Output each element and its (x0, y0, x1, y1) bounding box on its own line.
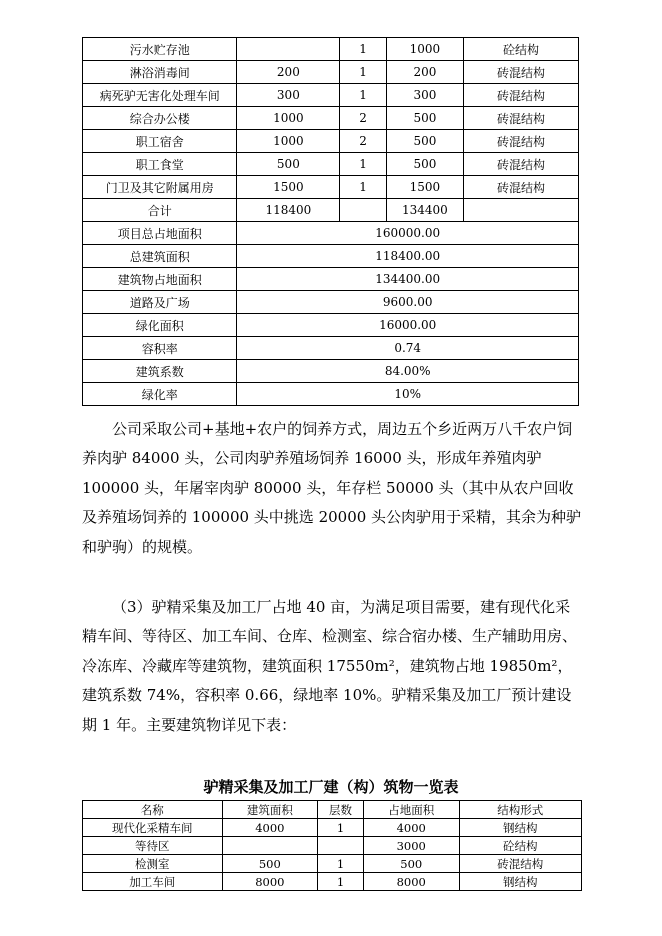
table-cell (222, 837, 318, 855)
summary-row (83, 337, 579, 360)
table-cell: 8000 (363, 873, 459, 891)
table-cell: 8000 (222, 873, 318, 891)
table-cell: 500 (386, 130, 463, 153)
table-row (83, 819, 582, 837)
table-cell: 1 (340, 153, 386, 176)
table-cell: 钢结构 (459, 873, 581, 891)
table-cell (318, 837, 364, 855)
table-cell: 500 (237, 153, 340, 176)
table-cell: 4000 (363, 819, 459, 837)
table-cell: 500 (222, 855, 318, 873)
table-cell: 300 (237, 84, 340, 107)
table-row (83, 38, 579, 61)
summary-value: 16000.00 (237, 314, 579, 337)
table-cell: 1000 (237, 130, 340, 153)
table-caption: 驴精采集及加工厂建（构）筑物一览表 (203, 778, 459, 796)
table-cell: 1 (340, 84, 386, 107)
body-paragraph: （3）驴精采集及加工厂占地 40 亩，为满足项目需要，建有现代化采精车间、等待区、加工车间、仓库、检测室、综合宿办楼、生产辅助用房、冷冻库、冷藏库等建筑物，建筑面积 17550m²，建筑物占地 19850m²，建筑系数 74%，容积率 0.66，绿地率 10%。驴精采集及加工厂预计建设期 1 年。主要建筑物详见下表： (82, 598, 578, 734)
table-cell: 1 (340, 61, 386, 84)
column-header: 建筑面积 (222, 801, 318, 819)
table-cell: 病死驴无害化处理车间 (83, 84, 237, 107)
table-cell: 4000 (222, 819, 318, 837)
summary-label: 建筑系数 (83, 360, 237, 383)
table-row (83, 107, 579, 130)
table-cell: 淋浴消毒间 (83, 61, 237, 84)
table-cell: 1 (318, 855, 364, 873)
table-cell: 加工车间 (83, 873, 223, 891)
table-cell: 200 (237, 61, 340, 84)
total-label: 合计 (83, 199, 237, 222)
table-cell: 砖混结构 (464, 61, 579, 84)
table-row (83, 176, 579, 199)
summary-row (83, 360, 579, 383)
summary-row (83, 268, 579, 291)
summary-value: 134400.00 (237, 268, 579, 291)
table-row (83, 837, 582, 855)
table-cell: 砖混结构 (464, 176, 579, 199)
table-cell: 等待区 (83, 837, 223, 855)
building-table (82, 37, 579, 406)
column-header: 层数 (318, 801, 364, 819)
summary-value: 0.74 (237, 337, 579, 360)
summary-row (83, 383, 579, 406)
table-cell: 1000 (237, 107, 340, 130)
column-header: 名称 (83, 801, 223, 819)
summary-value: 84.00% (237, 360, 579, 383)
table-cell: 钢结构 (459, 819, 581, 837)
table-cell: 砖混结构 (464, 130, 579, 153)
table-cell: 砼结构 (459, 837, 581, 855)
table-cell: 1 (318, 873, 364, 891)
summary-label: 建筑物占地面积 (83, 268, 237, 291)
summary-row (83, 245, 579, 268)
table-cell (237, 38, 340, 61)
summary-label: 总建筑面积 (83, 245, 237, 268)
table-row (83, 84, 579, 107)
table-cell (464, 199, 579, 222)
column-header: 占地面积 (363, 801, 459, 819)
table-cell: 门卫及其它附属用房 (83, 176, 237, 199)
summary-value: 9600.00 (237, 291, 579, 314)
table-cell: 3000 (363, 837, 459, 855)
table-cell: 砼结构 (464, 38, 579, 61)
facility-table (82, 800, 582, 891)
table-cell: 2 (340, 130, 386, 153)
summary-label: 绿化率 (83, 383, 237, 406)
summary-value: 118400.00 (237, 245, 579, 268)
summary-label: 道路及广场 (83, 291, 237, 314)
table-cell: 1500 (386, 176, 463, 199)
summary-label: 绿化面积 (83, 314, 237, 337)
table-header-row (83, 801, 582, 819)
table-row (83, 130, 579, 153)
table-cell: 300 (386, 84, 463, 107)
table-cell: 砖混结构 (464, 153, 579, 176)
table-cell: 1000 (386, 38, 463, 61)
column-header: 结构形式 (459, 801, 581, 819)
table-cell: 污水贮存池 (83, 38, 237, 61)
table-row (83, 873, 582, 891)
table-cell: 职工食堂 (83, 153, 237, 176)
table-cell: 砖混结构 (464, 107, 579, 130)
table-cell: 现代化采精车间 (83, 819, 223, 837)
body-paragraph: 公司采取公司+基地+农户的饲养方式，周边五个乡近两万八千农户饲养肉驴 84000 头，公司肉驴养殖场饲养 16000 头，形成年养殖肉驴 100000 头，年屠宰肉驴 80000 头，年存栏 50000 头（其中从农户回收及养殖场饲养的 100000 头中挑选 20000 头公肉驴用于采精，其余为种驴和驴驹）的规模。 (82, 420, 582, 556)
table-cell: 砖混结构 (459, 855, 581, 873)
summary-row (83, 222, 579, 245)
table-cell: 500 (363, 855, 459, 873)
table-cell: 1 (340, 176, 386, 199)
table-cell (340, 199, 386, 222)
table-cell: 综合办公楼 (83, 107, 237, 130)
table-cell: 砖混结构 (464, 84, 579, 107)
table-cell: 2 (340, 107, 386, 130)
summary-value: 10% (237, 383, 579, 406)
table-cell: 检测室 (83, 855, 223, 873)
table-cell: 1 (318, 819, 364, 837)
table-row (83, 153, 579, 176)
summary-row (83, 314, 579, 337)
table-cell: 职工宿舍 (83, 130, 237, 153)
table-cell: 200 (386, 61, 463, 84)
table-row (83, 855, 582, 873)
table-cell: 1500 (237, 176, 340, 199)
total-row (83, 199, 579, 222)
total-land: 134400 (386, 199, 463, 222)
summary-value: 160000.00 (237, 222, 579, 245)
total-area: 118400 (237, 199, 340, 222)
summary-label: 容积率 (83, 337, 237, 360)
summary-row (83, 291, 579, 314)
table-cell: 500 (386, 107, 463, 130)
table-row (83, 61, 579, 84)
summary-label: 项目总占地面积 (83, 222, 237, 245)
table-cell: 1 (340, 38, 386, 61)
table-cell: 500 (386, 153, 463, 176)
